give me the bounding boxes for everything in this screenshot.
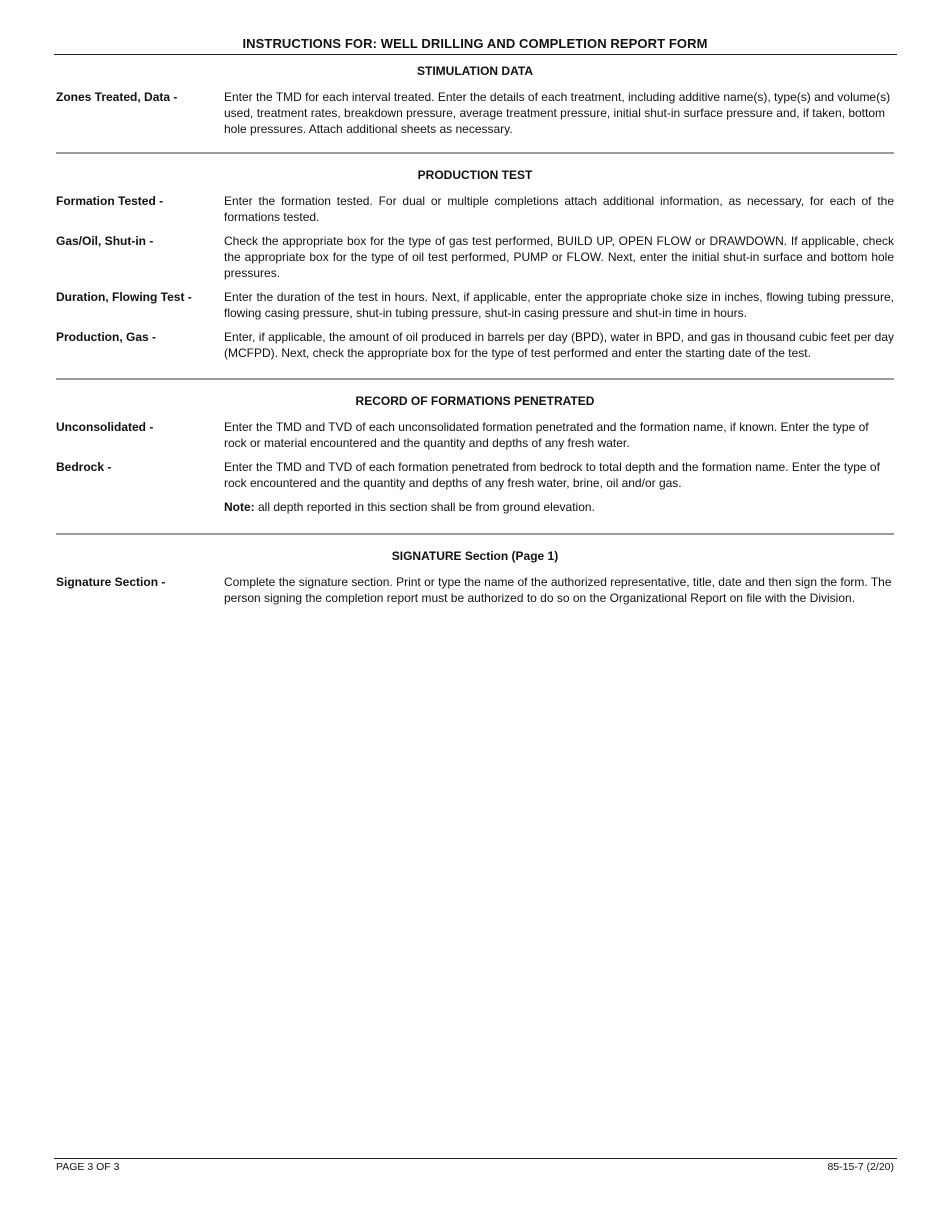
note	[224, 499, 894, 515]
term-gas-oil-shut-in: Gas/Oil, Shut-in -	[56, 234, 154, 248]
form-id: 85-15-7 (2/20)	[827, 1161, 894, 1173]
desc-formation-tested: Enter the formation tested. For dual or multiple completions attach additional information, as necessary, for each of the formations tested.	[224, 194, 894, 224]
term-production-gas: Production, Gas -	[56, 330, 157, 344]
title-divider	[54, 54, 897, 55]
term-zones-treated: Zones Treated, Data -	[56, 90, 178, 104]
instruction-row	[56, 89, 894, 137]
instruction-row	[56, 233, 894, 281]
term-signature-section: Signature Section -	[56, 575, 166, 589]
production-heading: PRODUCTION TEST	[417, 168, 533, 182]
desc-bedrock: Enter the TMD and TVD of each formation penetrated from bedrock to total depth and the formation name. Enter the type of rock encountered and the quantity and depths of any fresh water, brine, oil and/or gas.	[224, 460, 880, 490]
page-title: INSTRUCTIONS FOR: WELL DRILLING AND COMPLETION REPORT FORM	[242, 36, 708, 51]
stimulation-heading: STIMULATION DATA	[417, 64, 533, 78]
desc-unconsolidated: Enter the TMD and TVD of each unconsolidated formation penetrated and the formation name, if known. Enter the type of rock or material encountered and the quantity and depths of any fresh water.	[224, 420, 869, 450]
term-bedrock: Bedrock -	[56, 460, 112, 474]
formations-section	[56, 394, 894, 515]
instruction-row	[56, 289, 894, 321]
note-label: Note:	[224, 500, 255, 514]
page-number: PAGE 3 OF 3	[56, 1161, 120, 1173]
instruction-row	[56, 459, 894, 491]
desc-gas-oil-shut-in: Check the appropriate box for the type of gas test performed, BUILD UP, OPEN FLOW or DRAWDOWN. If applicable, check the appropriate box for the type of oil test performed, PUMP or FLOW. Next, enter the initial shut-in surface and bottom hole pressures.	[224, 234, 894, 280]
term-duration-flowing-test: Duration, Flowing Test -	[56, 290, 192, 304]
note-text: all depth reported in this section shall be from ground elevation.	[254, 500, 595, 514]
desc-duration-flowing-test: Enter the duration of the test in hours. Next, if applicable, enter the appropriate choke size in inches, flowing tubing pressure, flowing casing pressure, shut-in tubing pressure, shut-in casing pressure and shut-in time in hours.	[224, 290, 894, 320]
desc-zones-treated: Enter the TMD for each interval treated. Enter the details of each treatment, including additive name(s), type(s) and volume(s) used, treatment rates, breakdown pressure, average treatment pressure, initial shut-in surface pressure and, if taken, bottom hole pressures. Attach additional sheets as necessary.	[224, 90, 891, 136]
desc-signature-section: Complete the signature section. Print or type the name of the authorized representative, title, date and then sign the form. The person signing the completion report must be authorized to do so on the Organizational Report on file with the Division.	[224, 575, 892, 605]
instruction-row	[56, 419, 894, 451]
note-row	[56, 499, 894, 515]
instruction-row	[56, 329, 894, 361]
formations-heading: RECORD OF FORMATIONS PENETRATED	[355, 394, 595, 408]
footer-divider	[54, 1158, 897, 1159]
production-section	[56, 168, 894, 369]
instruction-row	[56, 193, 894, 225]
term-formation-tested: Formation Tested -	[56, 194, 164, 208]
instruction-row	[56, 574, 894, 606]
term-unconsolidated: Unconsolidated -	[56, 420, 154, 434]
section-divider	[56, 378, 894, 380]
stimulation-section	[56, 64, 894, 145]
desc-production-gas: Enter, if applicable, the amount of oil produced in barrels per day (BPD), water in BPD, and gas in thousand cubic feet per day (MCFPD). Next, check the appropriate box for the type of test performed and enter the starting date of the test.	[224, 330, 894, 360]
section-divider	[56, 152, 894, 154]
signature-heading: SIGNATURE Section (Page 1)	[391, 549, 559, 563]
section-divider	[56, 533, 894, 535]
signature-section	[56, 549, 894, 614]
